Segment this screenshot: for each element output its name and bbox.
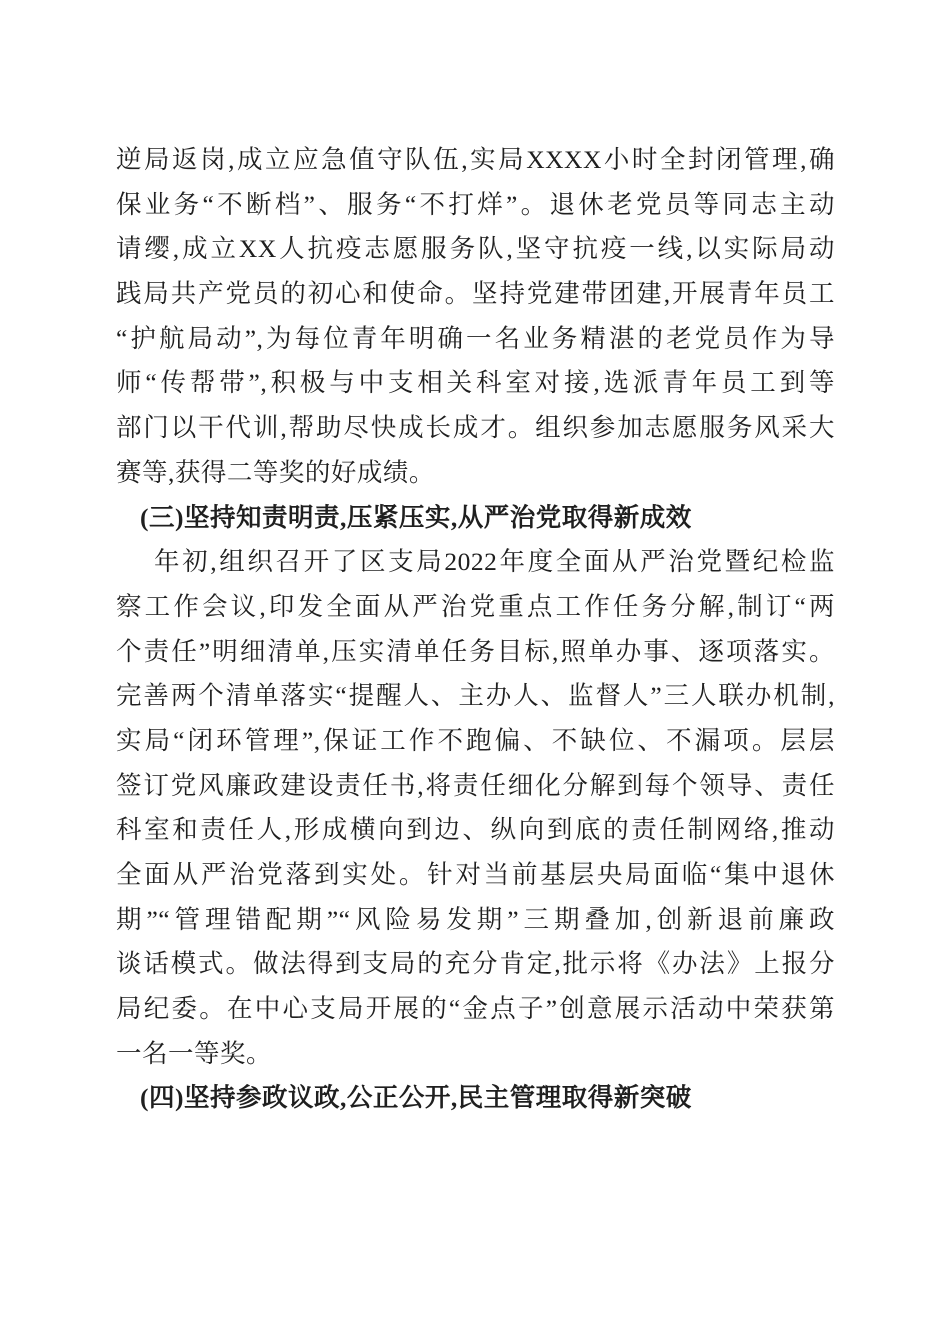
section-heading: (四)坚持参政议政,公正公开,民主管理取得新突破 (140, 1083, 692, 1113)
text-line: 个责任”明细清单,压实清单任务目标,照单办事、逐项落实。 (116, 636, 835, 666)
text-line: 科室和责任人,形成横向到边、纵向到底的责任制网络,推动 (116, 815, 835, 845)
text-line: 谈话模式。做法得到支局的充分肯定,批示将《办法》上报分 (116, 949, 835, 979)
text-line: 全面从严治党落到实处。针对当前基层央局面临“集中退休 (116, 860, 835, 889)
text-line: 师“传帮带”,积极与中支相关科室对接,选派青年员工到等 (116, 368, 835, 398)
text-line: 部门以干代训,帮助尽快成长成才。组织参加志愿服务风采大 (116, 413, 835, 443)
text-line: 一名一等奖。 (116, 1038, 273, 1068)
text-line: 完善两个清单落实“提醒人、主办人、监督人”三人联办机制, (116, 681, 835, 711)
text-line: 期”“管理错配期”“风险易发期”三期叠加,创新退前廉政 (116, 904, 835, 934)
text-line: 践局共产党员的初心和使命。坚持党建带团建,开展青年员工 (116, 279, 835, 309)
text-line: 签订党风廉政建设责任书,将责任细化分解到每个领导、责任 (116, 770, 835, 800)
text-line: 察工作会议,印发全面从严治党重点工作任务分解,制订“两 (116, 591, 835, 621)
text-line: 逆局返岗,成立应急值守队伍,实局XXXX小时全封闭管理,确 (116, 145, 835, 174)
document-text-block (116, 138, 835, 1121)
text-line: 请缨,成立XX人抗疫志愿服务队,坚守抗疫一线,以实际局动 (116, 234, 835, 264)
text-line: 赛等,获得二等奖的好成绩。 (116, 457, 435, 487)
text-line: 保业务“不断档”、服务“不打烊”。退休老党员等同志主动 (116, 189, 835, 219)
text-line: “护航局动”,为每位青年明确一名业务精湛的老党员作为导 (116, 323, 835, 353)
text-line: 年初,组织召开了区支局2022年度全面从严治党暨纪检监 (154, 547, 835, 577)
text-line: 局纪委。在中心支局开展的“金点子”创意展示活动中荣获第 (116, 994, 835, 1024)
text-line: 实局“闭环管理”,保证工作不跑偏、不缺位、不漏项。层层 (116, 725, 835, 755)
section-heading: (三)坚持知责明责,压紧压实,从严治党取得新成效 (140, 502, 692, 532)
